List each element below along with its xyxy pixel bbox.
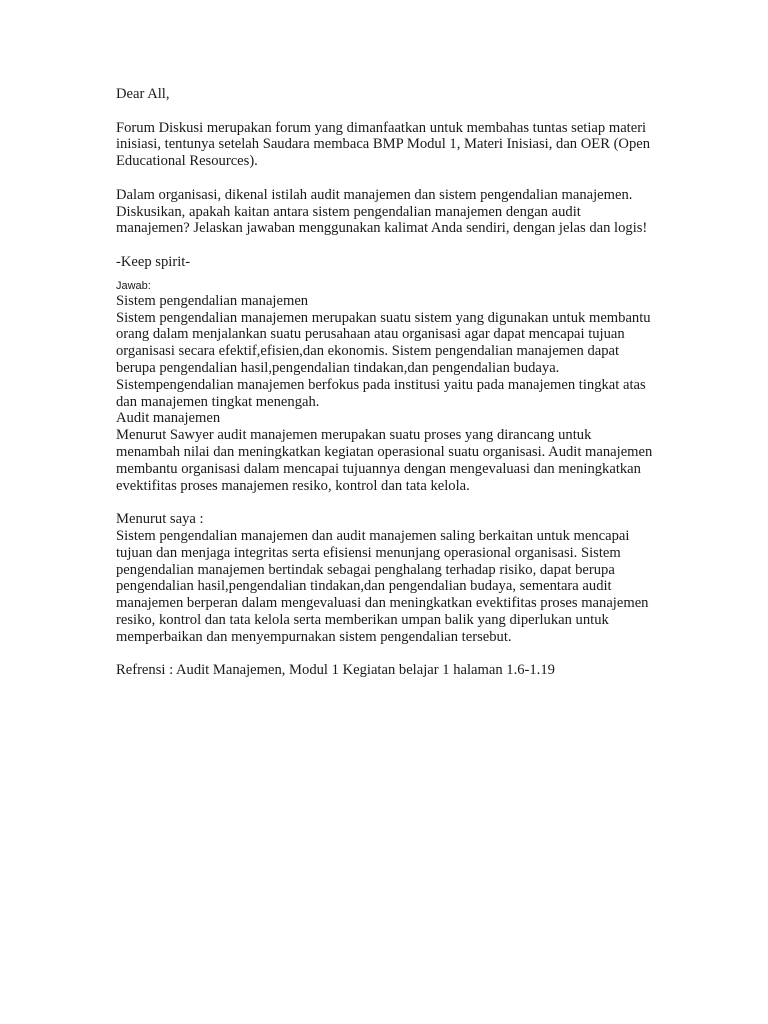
document-page xyxy=(116,86,656,679)
spacer xyxy=(116,170,656,187)
spm-heading: Sistem pengendalian manajemen xyxy=(116,292,309,309)
opinion-heading: Menurut saya : xyxy=(116,511,204,528)
audit-heading: Audit manajemen xyxy=(116,410,221,427)
spacer xyxy=(116,103,656,120)
spacer xyxy=(116,237,656,254)
greeting: Dear All, xyxy=(116,86,170,102)
spacer xyxy=(116,494,656,511)
answer-label: Jawab: xyxy=(116,279,151,292)
reference-line: Refrensi : Audit Manajemen, Modul 1 Kegiatan belajar 1 halaman 1.6-1.19 xyxy=(116,662,555,679)
spm-paragraph: Sistem pengendalian manajemen merupakan suatu sistem yang digunakan untuk membantu orang dalam menjalankan suatu perusahaan atau organisasi agar dapat mencapai tujuan organisasi secara efektif,efisien,dan ekonomis. Sistem pengendalian manajemen dapat berupa pengendalian hasil,pengendalian tindakan,dan pengendalian budaya. Sistempengendalian manajemen berfokus pada institusi yaitu pada manajemen tingkat atas dan manajemen tingkat menengah. xyxy=(116,309,651,410)
audit-paragraph: Menurut Sawyer audit manajemen merupakan suatu proses yang dirancang untuk menambah nilai dan meningkatkan kegiatan operasional suatu organisasi. Audit manajemen membantu organisasi dalam mencapai tujuannya dengan mengevaluasi dan meningkatkan evektifitas proses manajemen resiko, kontrol dan tata kelola. xyxy=(116,427,653,494)
closing-line: -Keep spirit- xyxy=(116,253,191,270)
intro-paragraph: Forum Diskusi merupakan forum yang dimanfaatkan untuk membahas tuntas setiap materi inisiasi, tentunya setelah Saudara membaca BMP Modul 1, Materi Inisiasi, dan OER (Open Educational Resources). xyxy=(116,119,651,170)
spacer xyxy=(116,646,656,663)
question-paragraph: Dalam organisasi, dikenal istilah audit manajemen dan sistem pengendalian manajemen. Diskusikan, apakah kaitan antara sistem pengendalian manajemen dengan audit manajemen? Jelaskan jawaban menggunakan kalimat Anda sendiri, dengan jelas dan logis! xyxy=(116,186,648,237)
opinion-paragraph: Sistem pengendalian manajemen dan audit manajemen saling berkaitan untuk mencapai tujuan dan menjaga integritas serta efisiensi menunjang operasional organisasi. Sistem pengendalian manajemen bertindak sebagai penghalang terhadap risiko, dapat berupa pengendalian hasil,pengendalian tindakan,dan pengendalian budaya, sementara audit manajemen berperan dalam mengevaluasi dan meningkatkan evektifitas proses manajemen resiko, kontrol dan tata kelola serta memberikan umpan balik yang diperlukan untuk memperbaikan dan menyempurnakan sistem pengendalian tersebut. xyxy=(116,527,649,645)
